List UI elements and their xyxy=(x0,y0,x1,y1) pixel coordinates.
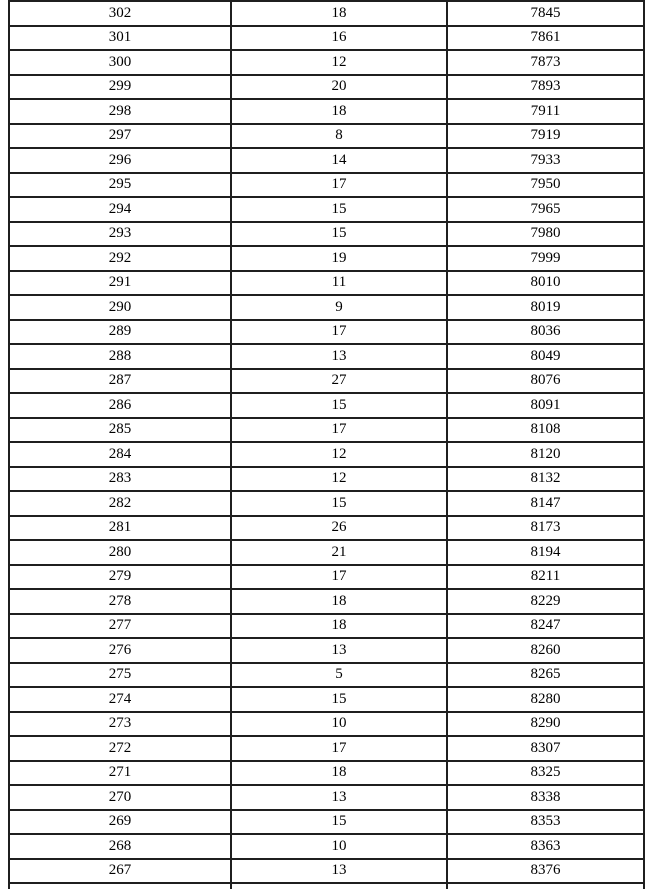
table-row xyxy=(9,344,644,369)
cumulative-cell: 8307 xyxy=(447,736,644,761)
count-cell: 18 xyxy=(231,589,447,614)
score-cell: 285 xyxy=(9,418,231,443)
cumulative-cell: 8290 xyxy=(447,712,644,737)
count-cell: 15 xyxy=(231,810,447,835)
count-cell: 21 xyxy=(231,540,447,565)
cumulative-cell: 8132 xyxy=(447,467,644,492)
table-row xyxy=(9,540,644,565)
cumulative-cell: 8247 xyxy=(447,614,644,639)
score-cell: 298 xyxy=(9,99,231,124)
cumulative-cell: 8376 xyxy=(447,859,644,884)
score-cell: 302 xyxy=(9,1,231,26)
score-cell: 292 xyxy=(9,246,231,271)
count-cell: 15 xyxy=(231,491,447,516)
cumulative-cell: 8091 xyxy=(447,393,644,418)
table-row xyxy=(9,173,644,198)
table-row xyxy=(9,1,644,26)
table-row xyxy=(9,736,644,761)
cumulative-cell: 7873 xyxy=(447,50,644,75)
score-cell: 284 xyxy=(9,442,231,467)
table-row xyxy=(9,295,644,320)
score-cell: 287 xyxy=(9,369,231,394)
count-cell: 12 xyxy=(231,50,447,75)
score-cell: 271 xyxy=(9,761,231,786)
table-row xyxy=(9,320,644,345)
score-cell: 293 xyxy=(9,222,231,247)
cumulative-cell: 8260 xyxy=(447,638,644,663)
score-cell: 294 xyxy=(9,197,231,222)
table-row xyxy=(9,75,644,100)
cumulative-cell: 8010 xyxy=(447,271,644,296)
score-cell: 283 xyxy=(9,467,231,492)
cumulative-cell: 7980 xyxy=(447,222,644,247)
table-row xyxy=(9,222,644,247)
cumulative-cell: 8280 xyxy=(447,687,644,712)
table-row xyxy=(9,418,644,443)
count-cell: 13 xyxy=(231,859,447,884)
cumulative-cell: 8147 xyxy=(447,491,644,516)
partial-next-row xyxy=(9,883,644,889)
score-cell: 295 xyxy=(9,173,231,198)
score-table-body xyxy=(9,1,644,883)
score-table xyxy=(8,0,645,889)
cumulative-cell: 8338 xyxy=(447,785,644,810)
cumulative-cell: 8120 xyxy=(447,442,644,467)
table-row xyxy=(9,271,644,296)
cumulative-cell: 8173 xyxy=(447,516,644,541)
score-cell: 270 xyxy=(9,785,231,810)
score-cell: 290 xyxy=(9,295,231,320)
count-cell: 12 xyxy=(231,442,447,467)
count-cell: 17 xyxy=(231,736,447,761)
score-cell: 286 xyxy=(9,393,231,418)
count-cell: 14 xyxy=(231,148,447,173)
cumulative-cell: 8049 xyxy=(447,344,644,369)
score-cell: 268 xyxy=(9,834,231,859)
cumulative-cell: 7933 xyxy=(447,148,644,173)
count-cell: 13 xyxy=(231,344,447,369)
table-row xyxy=(9,148,644,173)
cumulative-cell: 7950 xyxy=(447,173,644,198)
score-cell: 280 xyxy=(9,540,231,565)
table-row xyxy=(9,393,644,418)
count-cell: 18 xyxy=(231,99,447,124)
score-cell: 278 xyxy=(9,589,231,614)
score-cell: 291 xyxy=(9,271,231,296)
table-row xyxy=(9,99,644,124)
score-cell: 269 xyxy=(9,810,231,835)
score-cell: 297 xyxy=(9,124,231,149)
table-row xyxy=(9,614,644,639)
score-cell: 277 xyxy=(9,614,231,639)
count-cell: 27 xyxy=(231,369,447,394)
score-cell: 300 xyxy=(9,50,231,75)
cumulative-cell: 7999 xyxy=(447,246,644,271)
score-cell: 299 xyxy=(9,75,231,100)
score-cell: 267 xyxy=(9,859,231,884)
count-cell: 18 xyxy=(231,1,447,26)
count-cell: 17 xyxy=(231,173,447,198)
score-cell: 275 xyxy=(9,663,231,688)
cumulative-cell: 8036 xyxy=(447,320,644,345)
cumulative-cell: 7965 xyxy=(447,197,644,222)
table-row xyxy=(9,467,644,492)
score-cell: 279 xyxy=(9,565,231,590)
table-row xyxy=(9,810,644,835)
count-cell: 15 xyxy=(231,687,447,712)
cumulative-cell: 8325 xyxy=(447,761,644,786)
table-row xyxy=(9,50,644,75)
count-cell: 17 xyxy=(231,320,447,345)
cumulative-cell: 8019 xyxy=(447,295,644,320)
cumulative-cell: 8108 xyxy=(447,418,644,443)
table-row xyxy=(9,491,644,516)
cumulative-cell: 7893 xyxy=(447,75,644,100)
cumulative-cell: 7919 xyxy=(447,124,644,149)
table-row xyxy=(9,516,644,541)
cumulative-cell: 8353 xyxy=(447,810,644,835)
cumulative-cell: 8076 xyxy=(447,369,644,394)
count-cell: 9 xyxy=(231,295,447,320)
cumulative-cell: 8265 xyxy=(447,663,644,688)
count-cell: 11 xyxy=(231,271,447,296)
table-row xyxy=(9,687,644,712)
score-cell: 282 xyxy=(9,491,231,516)
count-cell: 10 xyxy=(231,712,447,737)
table-row xyxy=(9,26,644,51)
table-row xyxy=(9,246,644,271)
table-row xyxy=(9,834,644,859)
count-cell: 18 xyxy=(231,761,447,786)
count-cell: 19 xyxy=(231,246,447,271)
score-cell: 272 xyxy=(9,736,231,761)
score-cell: 273 xyxy=(9,712,231,737)
count-cell: 18 xyxy=(231,614,447,639)
count-cell: 20 xyxy=(231,75,447,100)
cumulative-cell: 8211 xyxy=(447,565,644,590)
cumulative-cell: 8194 xyxy=(447,540,644,565)
score-cell: 276 xyxy=(9,638,231,663)
count-cell: 15 xyxy=(231,222,447,247)
table-row xyxy=(9,589,644,614)
count-cell: 26 xyxy=(231,516,447,541)
score-cell: 301 xyxy=(9,26,231,51)
cumulative-cell: 7911 xyxy=(447,99,644,124)
count-cell: 5 xyxy=(231,663,447,688)
table-row xyxy=(9,761,644,786)
count-cell: 13 xyxy=(231,785,447,810)
table-row xyxy=(9,785,644,810)
count-cell: 16 xyxy=(231,26,447,51)
count-cell: 17 xyxy=(231,565,447,590)
table-row xyxy=(9,442,644,467)
table-row xyxy=(9,197,644,222)
cumulative-cell: 8363 xyxy=(447,834,644,859)
table-row xyxy=(9,712,644,737)
score-cell: 281 xyxy=(9,516,231,541)
table-row xyxy=(9,565,644,590)
count-cell-empty xyxy=(231,883,447,889)
cumulative-cell: 8229 xyxy=(447,589,644,614)
score-cell: 274 xyxy=(9,687,231,712)
table-row xyxy=(9,638,644,663)
cumulative-cell-empty xyxy=(447,883,644,889)
table-row xyxy=(9,124,644,149)
count-cell: 12 xyxy=(231,467,447,492)
count-cell: 8 xyxy=(231,124,447,149)
cumulative-cell: 7845 xyxy=(447,1,644,26)
count-cell: 17 xyxy=(231,418,447,443)
table-row xyxy=(9,663,644,688)
score-cell: 296 xyxy=(9,148,231,173)
count-cell: 10 xyxy=(231,834,447,859)
score-cell: 288 xyxy=(9,344,231,369)
cumulative-cell: 7861 xyxy=(447,26,644,51)
count-cell: 15 xyxy=(231,197,447,222)
table-row xyxy=(9,369,644,394)
partial-next-row-group xyxy=(9,883,644,889)
count-cell: 15 xyxy=(231,393,447,418)
table-row xyxy=(9,859,644,884)
score-cell: 289 xyxy=(9,320,231,345)
count-cell: 13 xyxy=(231,638,447,663)
score-cell-empty xyxy=(9,883,231,889)
